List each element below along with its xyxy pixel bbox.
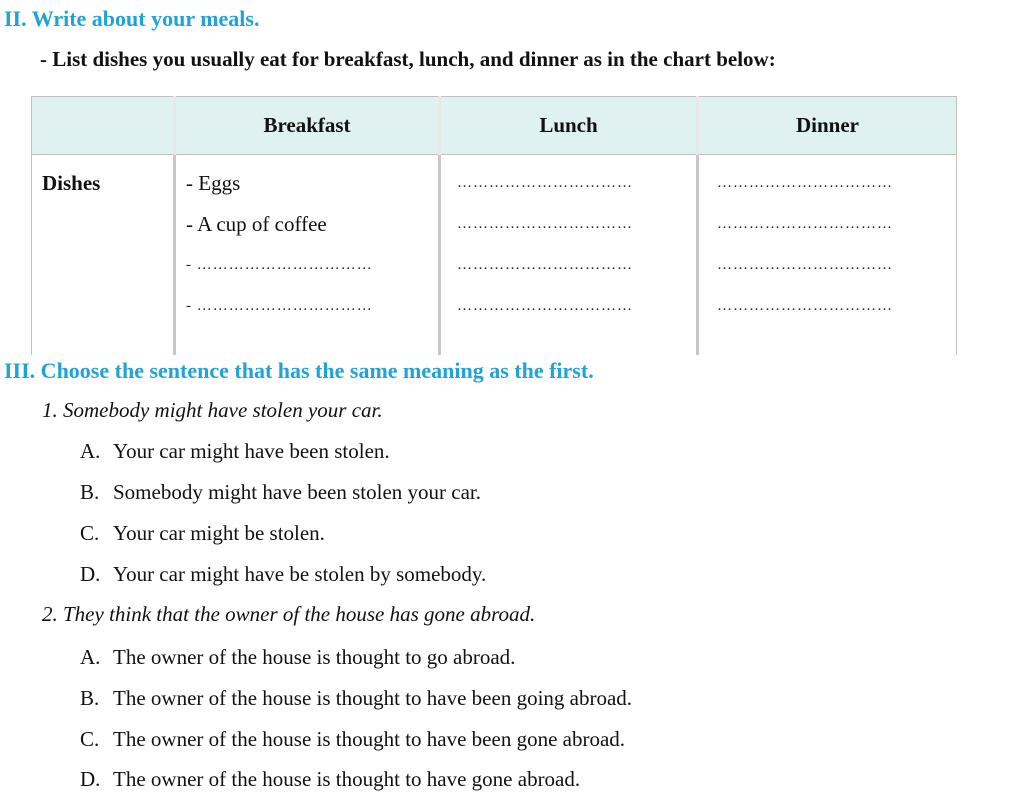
question-1-option-c — [80, 521, 325, 546]
question-2-option-b — [80, 686, 632, 711]
lunch-blank: …………………………… — [457, 298, 633, 314]
section-3-heading: III. Choose the sentence that has the same meaning as the first. — [4, 358, 594, 383]
option-text: The owner of the house is thought to have been gone abroad. — [113, 727, 626, 751]
column-header-dinner: Dinner — [698, 97, 957, 155]
column-header-breakfast: Breakfast — [175, 97, 440, 155]
option-letter: D. — [80, 767, 101, 791]
question-2-option-c — [80, 727, 625, 752]
question-1-option-a — [80, 439, 390, 464]
breakfast-cell — [175, 155, 440, 356]
dinner-cell — [698, 155, 957, 356]
dinner-blank: …………………………… — [717, 298, 893, 314]
question-2-stem: 2. They think that the owner of the house has gone abroad. — [42, 602, 536, 626]
option-letter: B. — [80, 686, 100, 710]
breakfast-blank: - …………………………… — [186, 298, 373, 314]
option-text: Somebody might have been stolen your car. — [113, 480, 482, 504]
dinner-blank: …………………………… — [717, 175, 893, 191]
option-text: Your car might be stolen. — [113, 521, 325, 545]
breakfast-item: - Eggs — [186, 171, 241, 195]
option-letter: B. — [80, 480, 100, 504]
question-2-option-a — [80, 645, 515, 670]
dinner-blank: …………………………… — [717, 216, 893, 232]
section-2-heading: II. Write about your meals. — [4, 6, 260, 31]
breakfast-blank: - …………………………… — [186, 257, 373, 273]
option-letter: C. — [80, 521, 100, 545]
question-2-option-d — [80, 767, 580, 792]
row-label-dishes: Dishes — [32, 155, 175, 356]
option-text: The owner of the house is thought to have been going abroad. — [113, 686, 633, 710]
column-header-lunch: Lunch — [440, 97, 698, 155]
option-letter: A. — [80, 645, 101, 669]
option-text: Your car might have be stolen by somebody. — [113, 562, 487, 586]
option-letter: D. — [80, 562, 101, 586]
option-letter: A. — [80, 439, 101, 463]
lunch-blank: …………………………… — [457, 257, 633, 273]
section-2-instruction: - List dishes you usually eat for breakfast, lunch, and dinner as in the chart below: — [40, 47, 776, 71]
option-letter: C. — [80, 727, 100, 751]
meals-table — [31, 96, 957, 355]
option-text: The owner of the house is thought to have gone abroad. — [113, 767, 581, 791]
lunch-blank: …………………………… — [457, 175, 633, 191]
breakfast-item: - A cup of coffee — [186, 212, 327, 236]
option-text: Your car might have been stolen. — [113, 439, 390, 463]
table-header-row — [32, 97, 957, 155]
table-row — [32, 155, 957, 356]
question-1-option-d — [80, 562, 486, 587]
lunch-blank: …………………………… — [457, 216, 633, 232]
question-1-option-b — [80, 480, 481, 505]
option-text: The owner of the house is thought to go abroad. — [113, 645, 516, 669]
lunch-cell — [440, 155, 698, 356]
dinner-blank: …………………………… — [717, 257, 893, 273]
question-1-stem: 1. Somebody might have stolen your car. — [42, 398, 383, 422]
table-corner-cell — [32, 97, 175, 155]
